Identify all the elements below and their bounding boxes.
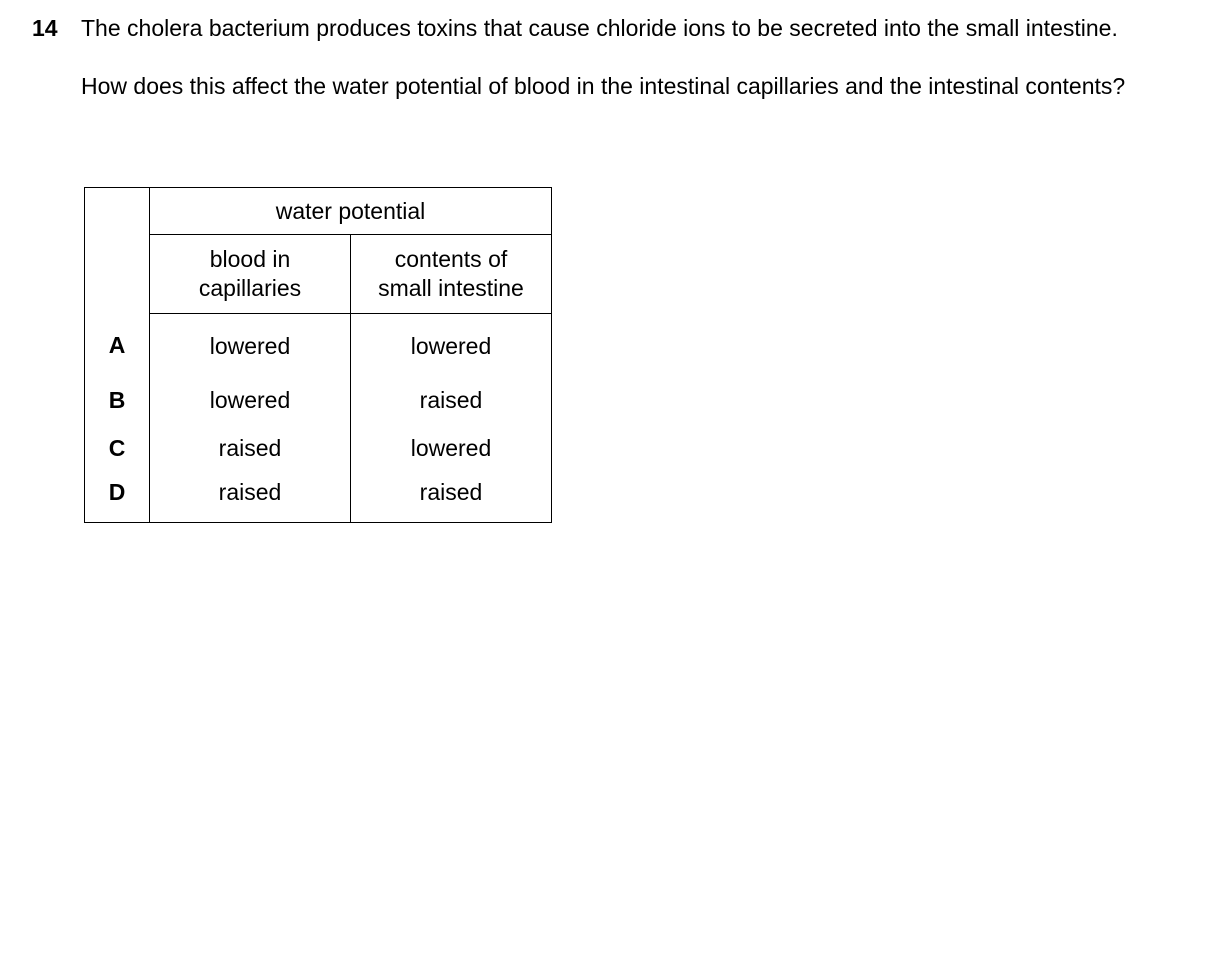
empty-header-cell xyxy=(85,188,150,314)
option-contents-value: raised xyxy=(351,376,552,424)
option-contents-value: lowered xyxy=(351,424,552,472)
question-number: 14 xyxy=(32,15,58,41)
option-row-b xyxy=(85,376,552,424)
answer-options-table xyxy=(84,187,552,523)
column-header-blood: blood in capillaries xyxy=(150,235,351,314)
option-row-a xyxy=(85,314,552,377)
question-stem: The cholera bacterium produces toxins that cause chloride ions to be secreted into the small intestine. xyxy=(81,15,1118,41)
option-letter: C xyxy=(85,424,150,472)
option-blood-value: raised xyxy=(150,424,351,472)
table-header-row xyxy=(85,188,552,235)
question-body xyxy=(81,14,1169,101)
option-blood-value: raised xyxy=(150,472,351,523)
option-letter: B xyxy=(85,376,150,424)
option-blood-value: lowered xyxy=(150,376,351,424)
group-header-water-potential: water potential xyxy=(150,188,552,235)
question-prompt: How does this affect the water potential of blood in the intestinal capillaries and the intestinal contents? xyxy=(81,73,1126,99)
option-letter: D xyxy=(85,472,150,523)
table-subheader-row xyxy=(85,235,552,314)
option-contents-value: lowered xyxy=(351,314,552,377)
option-letter: A xyxy=(85,314,150,377)
option-blood-value: lowered xyxy=(150,314,351,377)
option-contents-value: raised xyxy=(351,472,552,523)
option-row-c xyxy=(85,424,552,472)
option-row-d xyxy=(85,472,552,523)
column-header-contents: contents of small intestine xyxy=(351,235,552,314)
